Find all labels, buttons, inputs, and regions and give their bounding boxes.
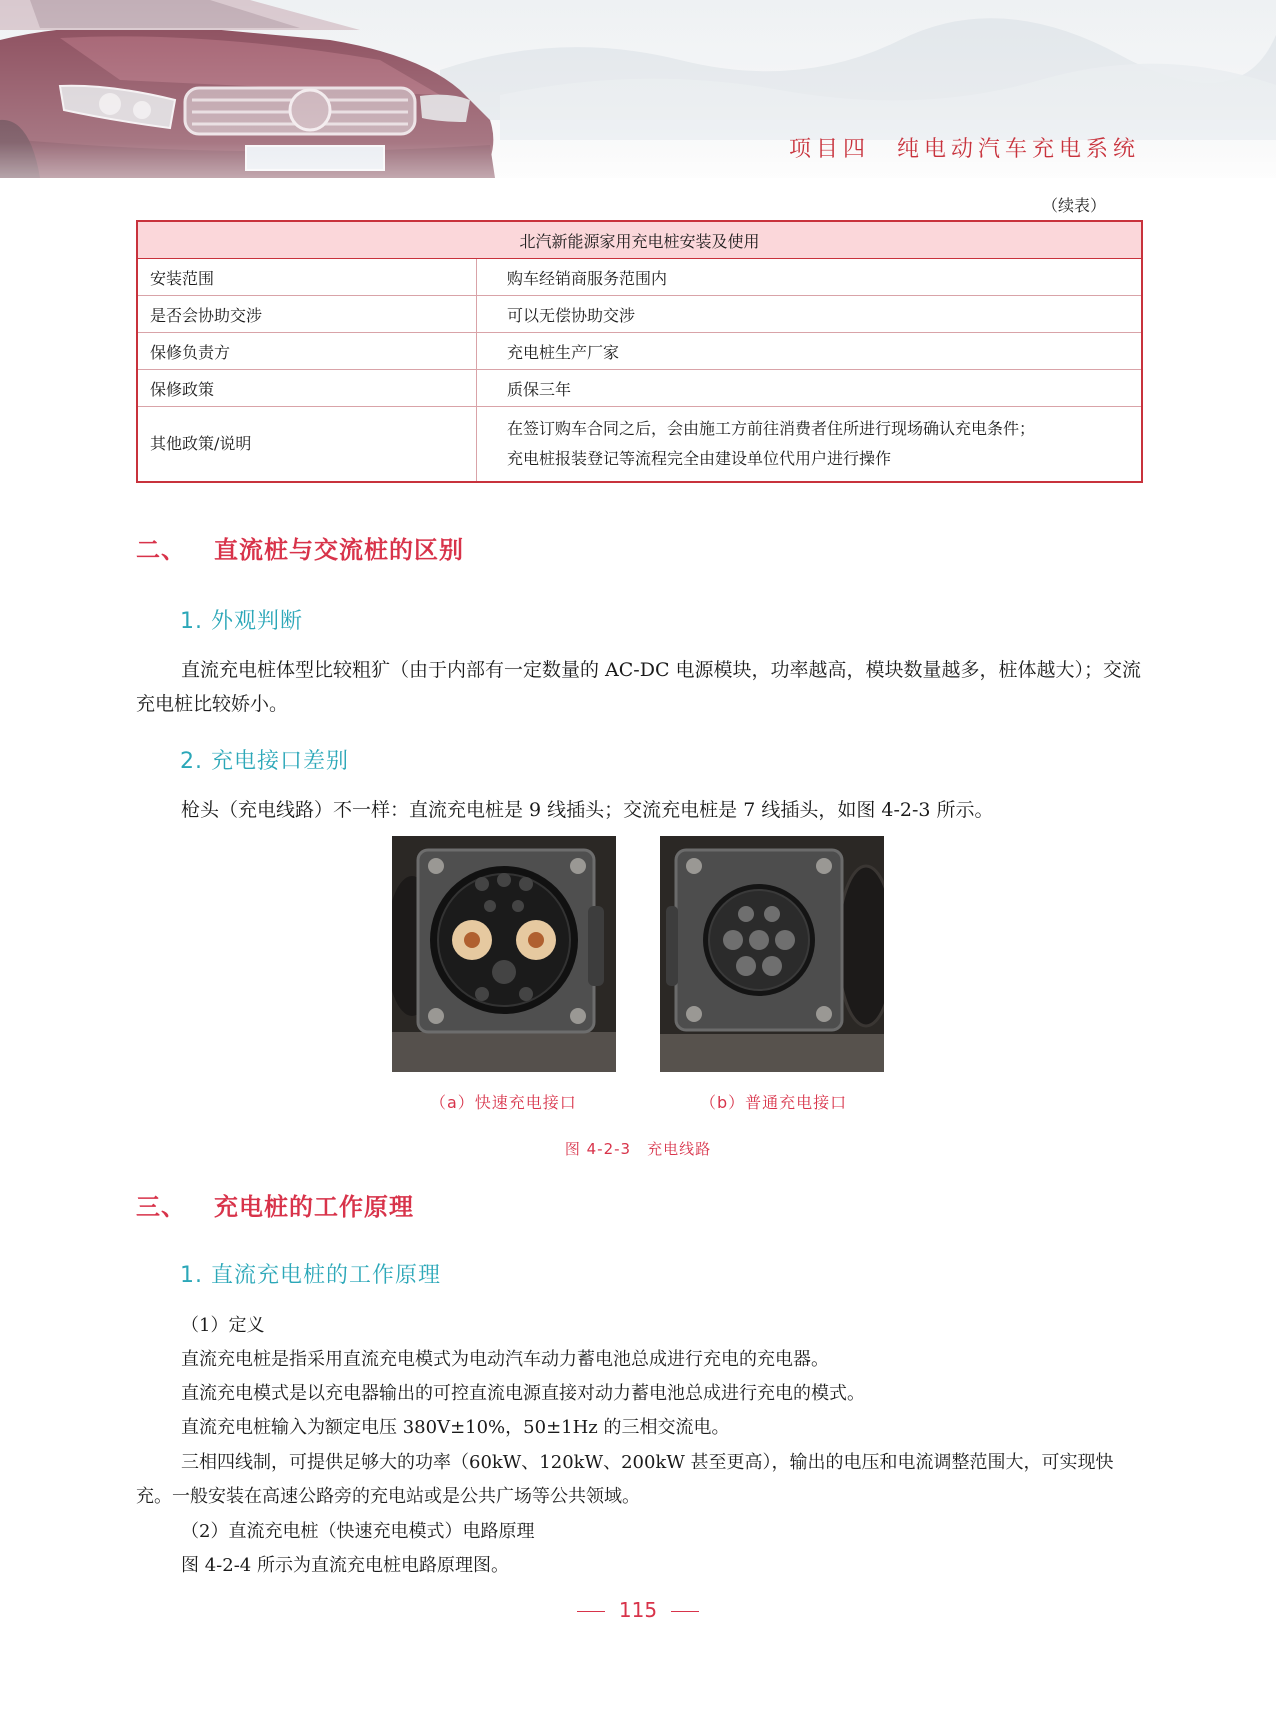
table-cell-line: 在签订购车合同之后，会由施工方前往消费者住所进行现场确认充电条件；	[507, 419, 1036, 438]
section-title: 直流桩与交流桩的区别	[214, 536, 464, 564]
table-cell-label: 安装范围	[137, 259, 477, 296]
section-title: 充电桩的工作原理	[214, 1193, 414, 1221]
table-cell-value: 可以无偿协助交涉	[477, 296, 1143, 333]
figure-subcaption-b: （b）普通充电接口	[700, 1093, 848, 1112]
table-row	[137, 407, 1142, 483]
figure-caption: 图 4-2-3 充电线路	[564, 1140, 712, 1158]
table-cell-value: 充电桩生产厂家	[477, 333, 1143, 370]
text-line: 直流充电桩输入为额定电压 380V±10%，50±1Hz 的三相交流电。	[181, 1417, 730, 1438]
section-heading	[136, 530, 464, 565]
table-header-row	[137, 221, 1142, 259]
table-row	[137, 333, 1142, 370]
table-row	[137, 296, 1142, 333]
normal-charging-port-photo	[660, 836, 884, 1072]
chapter-title: 项目四 纯电动汽车充电系统	[788, 137, 1140, 162]
subsection-heading: 2. 充电接口差别	[180, 749, 349, 774]
table-continued-label: （续表）	[1041, 196, 1106, 215]
paragraph: 三相四线制，可提供足够大的功率（60kW、120kW、200kW 甚至更高），输出的电压和电流调整范围大，可实现快充。一般安装在高速公路旁的充电站或是公共广场等公共领域。	[136, 1452, 1114, 1507]
table-row	[137, 370, 1142, 407]
paragraph: 直流充电桩体型比较粗犷（由于内部有一定数量的 AC-DC 电源模块，功率越高，模块数量越多，桩体越大）；交流充电桩比较娇小。	[136, 659, 1142, 715]
text-line: 直流充电模式是以充电器输出的可控直流电源直接对动力蓄电池总成进行充电的模式。	[181, 1383, 865, 1404]
table-cell-value: 购车经销商服务范围内	[477, 259, 1143, 296]
table-cell-label: 保修负责方	[137, 333, 477, 370]
page-number: 115	[618, 1598, 658, 1622]
table-row	[137, 259, 1142, 296]
table-cell-label: 保修政策	[137, 370, 477, 407]
subsection-heading: 1. 外观判断	[180, 609, 303, 634]
fast-charging-port-photo	[392, 836, 616, 1072]
section-heading	[136, 1187, 414, 1222]
table-cell-line: 充电桩报装登记等流程完全由建设单位代用户进行操作	[507, 449, 892, 468]
footer-dash	[671, 1611, 699, 1612]
header-banner	[0, 0, 1276, 178]
text-line: （1）定义	[181, 1315, 265, 1336]
figure-subcaption-a: （a）快速充电接口	[430, 1093, 577, 1112]
section-number: 二、	[136, 536, 186, 564]
paragraph: 枪头（充电线路）不一样：直流充电桩是 9 线插头；交流充电桩是 7 线插头，如图 4-2-3 所示。	[181, 799, 994, 821]
page-number-footer	[0, 1598, 1276, 1622]
table-cell-value	[477, 407, 1143, 483]
table-cell-label: 是否会协助交涉	[137, 296, 477, 333]
section-number: 三、	[136, 1193, 186, 1221]
charging-pile-table	[136, 220, 1143, 483]
table-title: 北汽新能源家用充电桩安装及使用	[137, 221, 1142, 259]
footer-dash	[577, 1611, 605, 1612]
text-line: （2）直流充电桩（快速充电模式）电路原理	[181, 1521, 535, 1542]
table-cell-label: 其他政策/说明	[137, 407, 477, 483]
subsection-heading: 1. 直流充电桩的工作原理	[180, 1263, 441, 1288]
text-line: 直流充电桩是指采用直流充电模式为电动汽车动力蓄电池总成进行充电的充电器。	[181, 1349, 829, 1370]
table-cell-value: 质保三年	[477, 370, 1143, 407]
text-line: 图 4-2-4 所示为直流充电桩电路原理图。	[181, 1555, 509, 1576]
